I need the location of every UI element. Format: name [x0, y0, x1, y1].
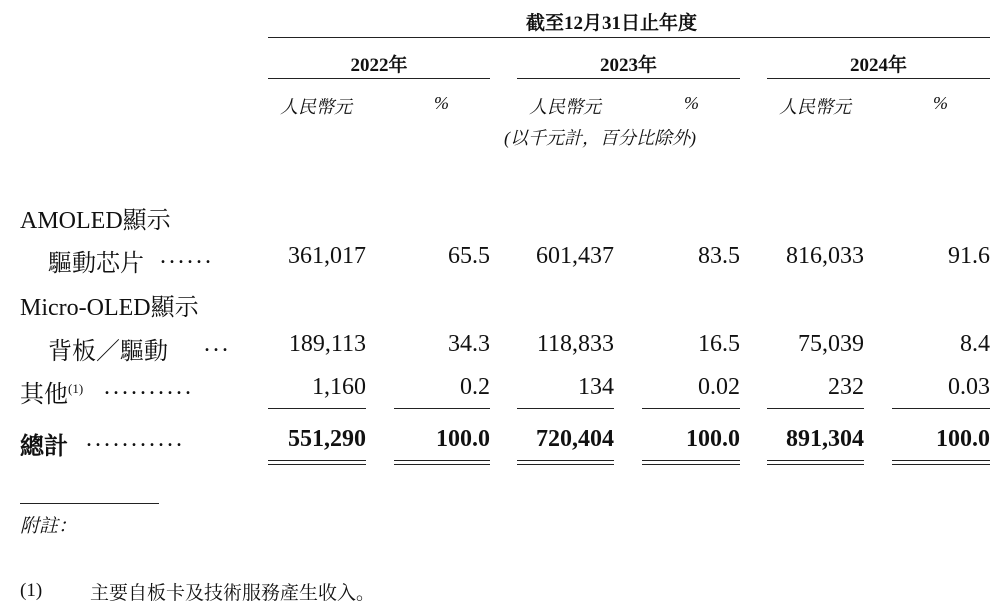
- row-label-micro-oled-line1: Micro-OLED顯示: [20, 295, 199, 321]
- total-double-line: [892, 460, 990, 465]
- percent-label-2023: %: [684, 93, 699, 113]
- unit-note: (以千元計，百分比除外): [504, 128, 696, 148]
- cell-value: 34.3: [448, 331, 490, 357]
- footnote-ref: (1): [68, 381, 84, 396]
- cell-value: 91.6: [948, 243, 990, 269]
- subtotal-line: [642, 408, 740, 409]
- total-value: 551,290: [288, 426, 366, 452]
- percent-label-2024: %: [933, 93, 948, 113]
- subtotal-line: [268, 408, 366, 409]
- total-value: 100.0: [436, 426, 490, 452]
- row-dots: ..........: [104, 374, 194, 400]
- period-underline: [268, 37, 990, 38]
- year-underline-2024: [767, 78, 990, 79]
- currency-label-2022: 人民幣元: [280, 97, 352, 117]
- year-underline-2023: [517, 78, 740, 79]
- currency-label-2023: 人民幣元: [529, 97, 601, 117]
- total-value: 720,404: [536, 426, 614, 452]
- cell-value: 118,833: [536, 331, 614, 357]
- notes-separator: [20, 503, 159, 504]
- cell-value: 0.02: [698, 374, 740, 400]
- year-header-2023: 2023年: [599, 55, 657, 76]
- total-dots: ...........: [86, 426, 185, 452]
- year-header-2022: 2022年: [350, 55, 408, 76]
- total-double-line: [767, 460, 864, 465]
- total-double-line: [268, 460, 366, 465]
- cell-value: 83.5: [698, 243, 740, 269]
- total-value: 100.0: [936, 426, 990, 452]
- subtotal-line: [517, 408, 614, 409]
- note-text: 主要自板卡及技術服務產生收入。: [90, 583, 376, 604]
- cell-value: 65.5: [448, 243, 490, 269]
- cell-value: 75,039: [798, 331, 864, 357]
- row-label-other: [20, 374, 83, 409]
- cell-value: 0.2: [460, 374, 490, 400]
- cell-value: 8.4: [960, 331, 990, 357]
- cell-value: 134: [578, 374, 614, 400]
- row-label-micro-oled-line2: 背板／驅動: [48, 339, 168, 365]
- cell-value: 361,017: [288, 243, 366, 269]
- cell-value: 0.03: [948, 374, 990, 400]
- row-label-amoled-line1: AMOLED顯示: [20, 208, 171, 234]
- total-label: 總計: [20, 434, 68, 460]
- row-dots: ......: [160, 243, 214, 269]
- notes-heading: 附註：: [20, 516, 78, 537]
- row-dots: ...: [204, 331, 231, 357]
- percent-label-2022: %: [434, 93, 449, 113]
- row-label-amoled-line2: 驅動芯片: [48, 251, 144, 277]
- total-value: 100.0: [686, 426, 740, 452]
- cell-value: 189,113: [288, 331, 366, 357]
- cell-value: 816,033: [786, 243, 864, 269]
- subtotal-line: [767, 408, 864, 409]
- period-header: 截至12月31日止年度: [526, 13, 698, 34]
- currency-label-2024: 人民幣元: [779, 97, 851, 117]
- cell-value: 601,437: [536, 243, 614, 269]
- total-double-line: [394, 460, 490, 465]
- total-double-line: [642, 460, 740, 465]
- subtotal-line: [394, 408, 490, 409]
- year-header-2024: 2024年: [849, 55, 907, 76]
- cell-value: 1,160: [312, 374, 366, 400]
- subtotal-line: [892, 408, 990, 409]
- note-marker: (1): [20, 580, 43, 601]
- cell-value: 16.5: [698, 331, 740, 357]
- row-label-other-text: 其他: [20, 382, 68, 408]
- total-value: 891,304: [786, 426, 864, 452]
- year-underline-2022: [268, 78, 490, 79]
- cell-value: 232: [828, 374, 864, 400]
- total-double-line: [517, 460, 614, 465]
